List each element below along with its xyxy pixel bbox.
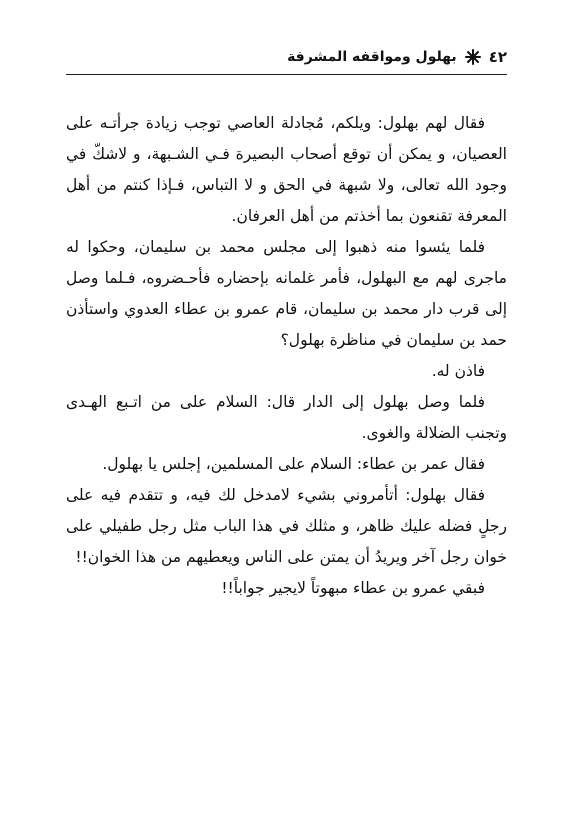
page-header [66, 42, 507, 72]
paragraph: فبقي عمرو بن عطاء مبهوتاً لايجير جواباً!! [221, 579, 485, 597]
paragraph: فاذن له. [431, 362, 485, 380]
page-number: ٤٢ [488, 48, 507, 66]
page-body [66, 108, 507, 604]
paragraph: فلما يئسوا منه ذهبوا إلى مجلس محمد بن سليمان، وحكوا له ماجرى لهم مع البهلول، فأمر غلمانه بإحضاره فأحـضروه، فـلما وصل إلى قرب دار محمد بن سليمان، قام عمرو بن عطاء العدوي واستأذن حمد بن سليمان في مناظرة بهلول؟ [66, 238, 507, 349]
paragraph: فقال لهم بهلول: ويلكم، مُجادلة العاصي توجب زيادة جرأتـه على العصيان، و يمكن أن توقع أصحاب البصيرة فـي الشـبهة، و لاشكّ في وجود الله تعالى، ولا شبهة في الحق و لا التباس، فـإذا كنتم من أهل المعرفة تقنعون بما أخذتم من أهل العرفان. [66, 114, 507, 225]
paragraph: فقال عمر بن عطاء: السلام على المسلمين، إجلس يا بهلول. [102, 455, 485, 473]
running-title: بهلول ومواقفه المشرفة [287, 49, 457, 65]
paragraph: فقال بهلول: أتأمروني بشيء لامدخل لك فيه، و تتقدم فيه على رجلٍ فضله عليك ظاهر، و مثلك في هذا الباب مثل رجل طفيلي على خوان رجل آخر ويريدُ أن يمتن على الناس ويعطيهم من هذا الخوان!! [66, 486, 507, 566]
paragraph: فلما وصل بهلول إلى الدار قال: السلام على من اتـبع الهـدى وتجنب الضلالة والغوى. [66, 393, 507, 442]
header-rule [66, 74, 507, 75]
asterisk-ornament-icon [465, 49, 481, 65]
